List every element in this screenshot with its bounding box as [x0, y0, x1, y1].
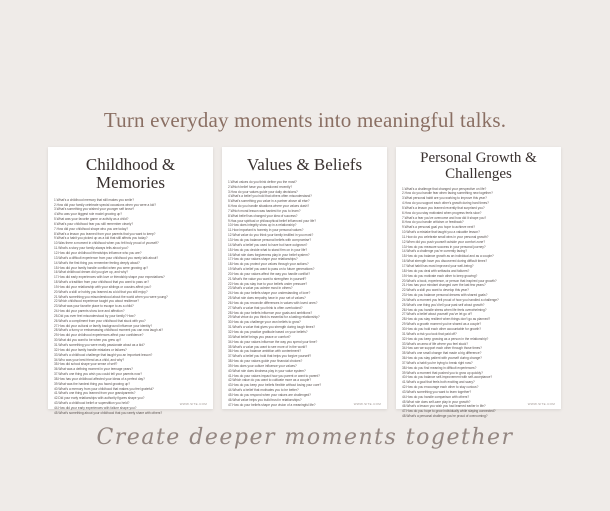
- question-item: 32.How do you keep growing as a person in the relationship?: [402, 336, 489, 341]
- question-item: 25.Did you ever feel misunderstood by your family? How?: [54, 313, 136, 318]
- question-item: 20.How do your values affect the way you handle conflict?: [228, 271, 310, 276]
- question-item: 7.Which moral lesson was hardest for you to learn?: [228, 208, 301, 213]
- question-item: 27.How did your cultural or family background influence your identity?: [54, 323, 153, 328]
- question-item: 28.What's a funny or embarrassing childhood moment you can now laugh at?: [54, 328, 164, 333]
- question-item: 2.How did your family celebrate special occasions when you were a kid?: [54, 202, 157, 207]
- question-item: 26.How do you handle stress when life feels overwhelming?: [402, 307, 487, 312]
- question-item: 8.What's a lesson you learned from your parents that you want to keep?: [54, 231, 156, 236]
- question-item: 20.What's a book, experience, or person that inspired your growth?: [402, 278, 497, 283]
- question-item: 37.What's one thing you wish you could tell your parents now?: [54, 372, 142, 377]
- question-item: 16.What role does forgiveness play in your belief system?: [228, 252, 310, 257]
- question-item: 43.How do you keep your beliefs flexible without losing your core?: [228, 383, 322, 388]
- question-item: 6.How do you stay motivated when progress feels slow?: [402, 210, 482, 215]
- question-item: 41.How do your values impact how you parent or want to parent?: [228, 373, 320, 378]
- question-item: 42.How do you encourage each other to stay curious?: [402, 385, 479, 390]
- question-item: 33.What's an area of life where you feel stuck?: [402, 341, 468, 346]
- question-item: 34.Who was your best friend as a child, and why?: [54, 357, 125, 362]
- question-item: 24.How did your parents show love and affection?: [54, 309, 125, 314]
- question-item: 12.How did your childhood friendships influence who you are?: [54, 250, 142, 255]
- question-item: 33.What belief brings you peace or comfort?: [228, 334, 291, 339]
- question-item: 6.What's your childhood fear you still remember clearly?: [54, 221, 134, 226]
- question-item: 4.Who was your biggest role model growing up?: [54, 212, 123, 217]
- question-item: 44.What's a belief that motivates you to be better?: [228, 388, 299, 393]
- question-item: 11.What's a story your family always tells about you?: [54, 246, 129, 251]
- question-item: 16.What childhood dream did you give up, and why?: [54, 270, 129, 275]
- sheet-title: Personal Growth & Challenges: [420, 150, 537, 182]
- headline: Turn everyday moments into meaningful talks.: [103, 108, 507, 132]
- question-item: 38.How do your values guide your financial choices?: [228, 359, 303, 364]
- worksheet-values-beliefs[interactable]: [222, 147, 387, 409]
- sheet-title: Values & Beliefs: [246, 155, 363, 174]
- question-item: 9.What's a personal goal you hope to achieve next?: [402, 225, 476, 230]
- question-item: 40.What's a memory from your childhood that makes you feel grateful?: [54, 386, 154, 391]
- question-item: 12.What value do you think your family instilled in you most?: [228, 233, 314, 238]
- question-item: 33.What's a childhood challenge that taught you an important lesson?: [54, 352, 153, 357]
- question-item: 37.What's a habit you're trying to break right now?: [402, 360, 473, 365]
- question-item: 29.What virtue do you think is essential for a lasting relationship?: [228, 315, 320, 320]
- sheet-footer: WWW.SITE.COM: [353, 402, 381, 406]
- question-item: 41.What's a goal that feels both exciting and scary?: [402, 380, 475, 385]
- question-item: 45.How do you respond when your values are challenged?: [228, 392, 311, 397]
- question-item: 36.How do you stay patient with yourself during change?: [402, 356, 482, 361]
- question-item: 28.How do your beliefs influence your goals and ambitions?: [228, 310, 313, 315]
- question-item: 15.How did your family handle conflict when you were growing up?: [54, 265, 149, 270]
- question-item: 26.How do you reconcile differences in values with loved ones?: [228, 300, 318, 305]
- question-item: 40.How do you balance self-improvement with self-acceptance?: [402, 375, 493, 380]
- question-item: 1.What values do you think define you the most?: [228, 179, 297, 184]
- question-item: 35.What's one small change that made a big difference?: [402, 351, 482, 356]
- question-item: 36.What was a defining moment in your teenage years?: [54, 367, 133, 372]
- question-item: 37.What's a belief you hold that helps you forgive yourself?: [228, 354, 312, 359]
- question-item: 11.How important is honesty in your personal values?: [228, 228, 304, 233]
- question-item: 45.What role does self-care play in your growth?: [402, 399, 471, 404]
- question-item: 13.What's a difficult experience from your childhood you rarely talk about?: [54, 255, 159, 260]
- question-item: 36.How do you balance ambition with contentment?: [228, 349, 302, 354]
- question-item: 22.How do you stay true to your beliefs under pressure?: [228, 281, 308, 286]
- question-item: 41.What's one thing you learned from your grandparents?: [54, 391, 136, 396]
- question-item: 44.How do you handle comparison with others?: [402, 394, 470, 399]
- question-item: 47.How do you hope to grow individually while staying connected?: [402, 409, 496, 414]
- question-item: 46.What value helps you build trust in relationships?: [228, 397, 302, 402]
- question-item: 23.How do you balance personal dreams with shared goals?: [402, 293, 488, 298]
- question-item: 19.How did your relationship with your siblings or cousins affect you?: [54, 284, 152, 289]
- question-item: 39.How does your culture influence your values?: [228, 363, 297, 368]
- sheet-title: Childhood & Memories: [85, 155, 176, 192]
- question-item: 42.Which value do you want to cultivate more as a couple?: [228, 378, 312, 383]
- question-item: 38.How do you find meaning in difficult experiences?: [402, 365, 477, 370]
- question-item: 32.How do you practice gratitude based on your beliefs?: [228, 330, 308, 334]
- question-item: 32.How did your family handle mistakes or failures?: [54, 347, 127, 352]
- question-item: 1.What's a challenge that changed your perspective on life?: [402, 186, 487, 191]
- question-item: 26.What's a compliment from your childhood that stuck with you?: [54, 318, 146, 323]
- worksheet-personal-growth-challenges[interactable]: [396, 147, 561, 419]
- question-item: 27.What's a value that you think is often overlooked?: [228, 305, 303, 310]
- question-item: 30.How do you challenge your own beliefs to grow?: [228, 320, 301, 325]
- question-item: 18.How do you deal with setbacks and failures?: [402, 268, 470, 273]
- question-item: 5.What's a lesson you learned recently that surprised you?: [402, 205, 485, 210]
- question-item: 34.How do your values influence the way you spend your time?: [228, 339, 318, 344]
- question-item: 48.What's a personal challenge you're proud of overcoming?: [402, 414, 488, 419]
- question-item: 14.What's the first thing you remember feeling deeply about?: [54, 260, 140, 265]
- question-item: 19.How do you motivate each other to keep growing?: [402, 273, 478, 278]
- question-item: 18.What's a tradition from your childhood that you want to pass on?: [54, 280, 150, 285]
- question-item: 47.How do your beliefs shape your vision of a meaningful life?: [228, 402, 316, 407]
- question-item: 24.What's a moment you felt proud of how you handled a challenge?: [402, 297, 499, 302]
- question-item: 31.What's a value that gives you strength during tough times?: [228, 325, 316, 330]
- question-item: 40.What role does kindness play in your value system?: [228, 368, 306, 373]
- sheet-footer: WWW.SITE.COM: [179, 402, 207, 406]
- question-item: 13.How do you measure success in your personal journey?: [402, 244, 486, 249]
- question-item: 30.How do you hold each other accountable for growth?: [402, 326, 482, 331]
- question-item: 31.What's a risk you took that paid off?: [402, 331, 457, 336]
- question-item: 25.What role does empathy have in your set of values?: [228, 296, 306, 301]
- question-item: 23.What's a value you admire most in others?: [228, 286, 293, 291]
- question-item: 9.What's a habit you picked up as a kid that still affects you today?: [54, 236, 148, 241]
- question-item: 25.What's one thing you'd tell your past self about growth?: [402, 302, 485, 307]
- question-item: 15.How do you decide what to stand firm on in your life?: [228, 247, 308, 252]
- question-item: 17.How did early experiences with love or friendship shape your expectations?: [54, 275, 165, 280]
- question-item: 8.What belief has changed your idea of success?: [228, 213, 298, 218]
- question-item: 38.How has your childhood affected your ideas of a perfect day?: [54, 376, 145, 381]
- question-item: 16.What strength have you discovered during difficult times?: [402, 259, 488, 264]
- question-item: 44.How did your early experiences with failure shape you?: [54, 405, 137, 410]
- question-item: 22.What's a skill you want to develop this year?: [402, 288, 469, 293]
- question-list: [54, 198, 207, 416]
- question-item: 3.What's something you wished your younger self knew?: [54, 207, 135, 212]
- question-item: 24.How do your beliefs shape your understanding of love?: [228, 291, 311, 296]
- question-item: 43.What's a childhood belief or superstition you held?: [54, 401, 130, 406]
- question-item: 35.How did school shape your sense of self?: [54, 362, 118, 367]
- question-item: 21.How has your mindset changed over the last few years?: [402, 283, 486, 288]
- question-item: 2.Which belief have you questioned recently?: [228, 184, 293, 189]
- question-item: 21.What's the value you want to strengthen in yourself?: [228, 276, 307, 281]
- question-item: 7.How did your childhood shape who you are today?: [54, 226, 129, 231]
- question-item: 3.What personal habit are you working to improve this year?: [402, 196, 487, 201]
- question-item: 28.How do you stay resilient when things don't go as planned?: [402, 317, 491, 322]
- question-item: 34.How can we support each other through those times?: [402, 346, 482, 351]
- question-item: 39.What's a moment that pushed you to grow up quickly?: [402, 370, 483, 375]
- question-item: 4.What's a belief you hold that others often misunderstand?: [228, 194, 312, 199]
- question-item: 43.What's something you want to learn together?: [402, 389, 472, 394]
- question-item: 15.How do you balance growth as an individual and as a couple?: [402, 254, 494, 259]
- question-item: 10.Was there a moment in childhood when you felt truly proud of yourself?: [54, 241, 159, 246]
- question-item: 29.How did your childhood experiences affect your confidence?: [54, 333, 144, 338]
- question-item: 10.What's a mistake that taught you a valuable lesson?: [402, 230, 480, 235]
- question-item: 27.What's a belief about yourself you've let go of?: [402, 312, 473, 317]
- question-item: 35.What's a value you want to see more of in the world?: [228, 344, 308, 349]
- question-item: 7.What's a fear you've overcome and how did it shape you?: [402, 215, 487, 220]
- question-item: 22.Which childhood experience taught you about resilience?: [54, 299, 140, 304]
- question-item: 23.What was your favorite place to escape to as a child?: [54, 304, 134, 309]
- question-item: 17.How do your values shape your relationships?: [228, 257, 298, 262]
- question-item: 14.What's a belief you used to have but have outgrown?: [228, 242, 308, 247]
- question-item: 20.What's a skill or hobby you learned as a kid that you still enjoy?: [54, 289, 148, 294]
- question-item: 18.How do you protect your values through your actions?: [228, 262, 309, 267]
- question-item: 8.How do you handle criticism or feedback?: [402, 220, 464, 225]
- question-item: 46.What's a lesson you wish you had learned earlier in life?: [402, 404, 486, 409]
- question-item: 39.What was the hardest thing you faced growing up?: [54, 381, 131, 386]
- question-item: 5.What's something you value in a partner above all else?: [228, 199, 310, 204]
- question-item: 3.How do your values guide your daily decisions?: [228, 189, 298, 194]
- question-item: 12.When did you push yourself outside your comfort zone?: [402, 239, 486, 244]
- tagline: Create deeper moments together: [96, 425, 514, 450]
- question-item: 13.How do you balance personal beliefs with compromise?: [228, 237, 312, 242]
- question-item: 9.Has your spiritual or philosophical belief influenced your life?: [228, 218, 317, 223]
- question-item: 19.What's a belief you want to pass on to future generations?: [228, 267, 315, 272]
- question-list: [402, 187, 555, 420]
- question-item: 42.Did your early relationships with authority figures shape you?: [54, 396, 145, 401]
- question-item: 4.How do you support each other's growth during hard times?: [402, 201, 489, 206]
- question-item: 21.What's something you misunderstood about the world when you were young?: [54, 294, 168, 299]
- question-item: 2.How do you handle fear when facing something new together?: [402, 191, 493, 196]
- question-item: 11.How do you celebrate small wins in your personal growth?: [402, 234, 489, 239]
- question-item: 10.How does integrity show up in a relationship?: [228, 223, 297, 228]
- question-item: 30.What did you want to be when you grew up?: [54, 338, 122, 343]
- question-item: 1.What's a childhood memory that still makes you smile?: [54, 197, 134, 202]
- question-item: 45.What's something about your childhood that you rarely share with others?: [54, 410, 163, 415]
- question-item: 29.What's a growth moment you've shared as a couple?: [402, 322, 482, 327]
- question-item: 14.What's a challenge you're currently facing?: [402, 249, 468, 254]
- question-item: 17.What habit has most improved your well-being?: [402, 264, 474, 268]
- worksheet-childhood-memories[interactable]: [48, 147, 213, 415]
- question-item: 31.What's something you were really passionate about as a kid?: [54, 343, 145, 347]
- question-item: 6.How do you handle situations where your values clash?: [228, 204, 310, 209]
- sheet-footer: WWW.SITE.COM: [527, 402, 555, 406]
- question-item: 5.What was your favorite game or activity as a child?: [54, 217, 129, 222]
- question-list: [228, 180, 381, 408]
